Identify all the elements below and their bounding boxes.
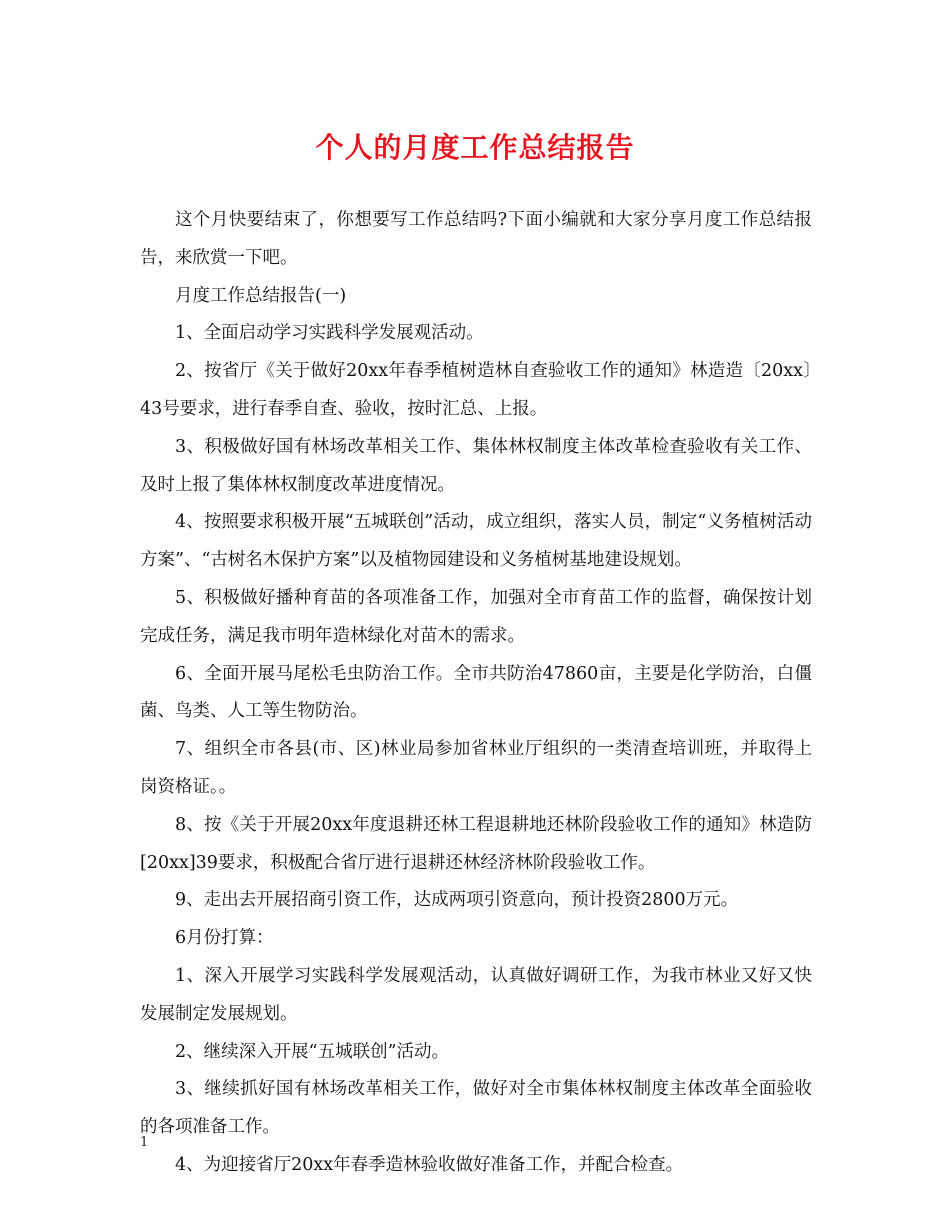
paragraph-item-1: 1、全面启动学习实践科学发展观活动。	[175, 323, 484, 344]
paragraph-item-2: 2、按省厅《关于做好20xx年春季植树造林自查验收工作的通知》林造造〔20xx〕43号要求，进行春季自查、验收，按时汇总、上报。	[140, 361, 812, 419]
paragraph-plan-4: 4、为迎接省厅20xx年春季造林验收做好准备工作，并配合检查。	[175, 1154, 684, 1175]
paragraph-intro: 这个月快要结束了，你想要写工作总结吗?下面小编就和大家分享月度工作总结报告，来欣赏一下吧。	[140, 210, 812, 268]
paragraph-plan-3: 3、继续抓好国有林场改革相关工作，做好对全市集体林权制度主体改革全面验收的各项准备工作。	[140, 1079, 812, 1138]
paragraph-item-6: 6、全面开展马尾松毛虫防治工作。全市共防治47860亩，主要是化学防治，白僵菌、鸟类、人工等生物防治。	[140, 663, 812, 722]
page-number: 1	[140, 1135, 149, 1150]
paragraph-plan-1: 1、深入开展学习实践科学发展观活动，认真做好调研工作，为我市林业又好又快发展制定发展规划。	[140, 965, 812, 1024]
section-heading-report-1: 月度工作总结报告(一)	[175, 285, 347, 306]
paragraph-item-9: 9、走出去开展招商引资工作，达成两项引资意向，预计投资2800万元。	[175, 890, 739, 911]
section-heading-june-plan: 6月份打算：	[175, 928, 274, 949]
paragraph-item-3: 3、积极做好国有林场改革相关工作、集体林权制度主体改革检查验收有关工作、及时上报了集体林权制度改革进度情况。	[140, 436, 812, 495]
paragraph-item-4: 4、按照要求积极开展“五城联创”活动，成立组织，落实人员，制定“义务植树活动方案”、“古树名木保护方案”以及植物园建设和义务植树基地建设规划。	[140, 512, 812, 571]
paragraph-item-5: 5、积极做好播种育苗的各项准备工作，加强对全市育苗工作的监督，确保按计划完成任务，满足我市明年造林绿化对苗木的需求。	[140, 587, 812, 646]
paragraph-plan-2: 2、继续深入开展“五城联创”活动。	[175, 1041, 450, 1062]
document-body	[140, 202, 812, 1185]
document-title: 个人的月度工作总结报告	[315, 131, 635, 164]
paragraph-item-7: 7、组织全市各县(市、区)林业局参加省林业厅组织的一类清查培训班，并取得上岗资格证。。	[140, 739, 812, 797]
paragraph-item-8: 8、按《关于开展20xx年度退耕还林工程退耕地还林阶段验收工作的通知》林造防[20xx]39要求，积极配合省厅进行退耕还林经济林阶段验收工作。	[140, 814, 812, 873]
